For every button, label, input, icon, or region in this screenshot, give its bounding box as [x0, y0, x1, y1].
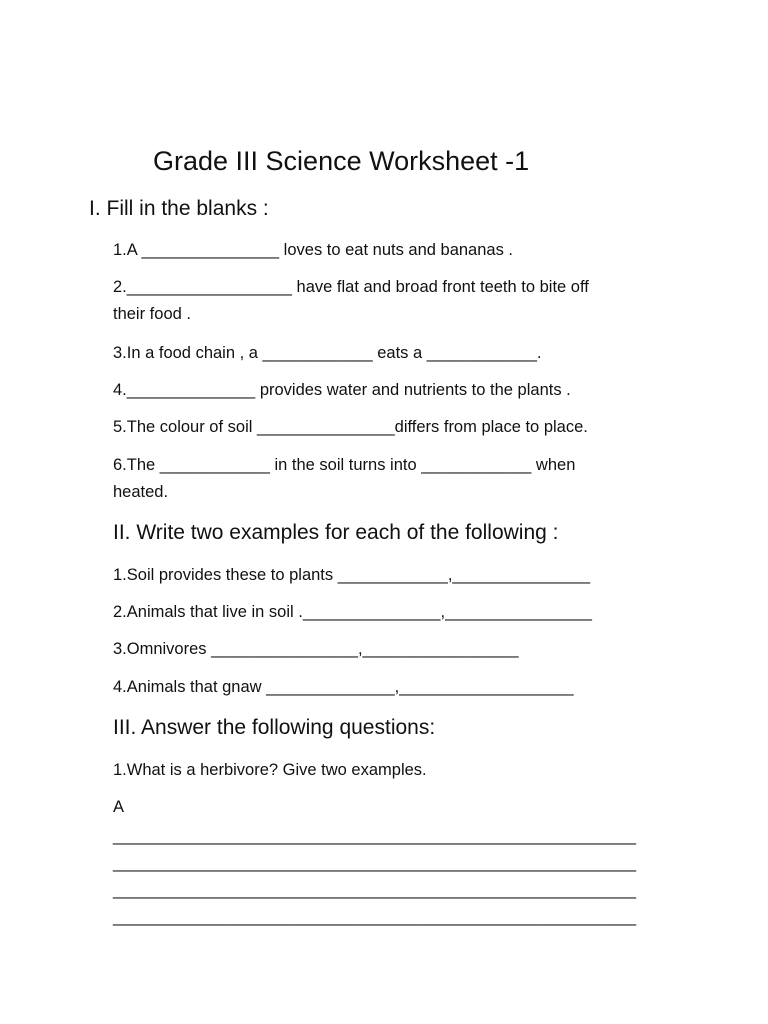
question-text: heated.	[113, 483, 169, 501]
section-examples-heading: II. Write two examples for each of the following :	[113, 521, 559, 544]
section-questions-heading: III. Answer the following questions:	[113, 716, 436, 739]
question-text: 1.What is a herbivore? Give two examples.	[113, 761, 427, 779]
question-text: 3.Omnivores ________________,_________________	[113, 640, 519, 658]
question-text: 4.Animals that gnaw ______________,___________________	[113, 678, 574, 696]
question-text: 2.Animals that live in soil ._______________,________________	[113, 603, 592, 621]
question-text: 4.______________ provides water and nutrients to the plants .	[113, 381, 571, 399]
question-text: 1.A _______________ loves to eat nuts and bananas .	[113, 241, 514, 259]
question-text: 6.The ____________ in the soil turns into ____________ when	[113, 456, 576, 474]
answer-label: A	[113, 798, 125, 816]
answer-line: _________________________________________________________	[113, 908, 637, 926]
question-text: 1.Soil provides these to plants ____________,_______________	[113, 566, 591, 584]
question-text: 3.In a food chain , a ____________ eats a ____________.	[113, 344, 542, 362]
answer-line: _________________________________________________________	[113, 854, 637, 872]
question-text: 2.__________________ have flat and broad front teeth to bite off	[113, 278, 589, 296]
section-fill-in-blanks-heading: I. Fill in the blanks :	[89, 197, 269, 220]
worksheet-title: Grade III Science Worksheet -1	[153, 146, 530, 176]
answer-line: _________________________________________________________	[113, 881, 637, 899]
answer-line: _________________________________________________________	[113, 827, 637, 845]
question-text: 5.The colour of soil _______________differs from place to place.	[113, 418, 588, 436]
question-text: their food .	[113, 305, 191, 323]
